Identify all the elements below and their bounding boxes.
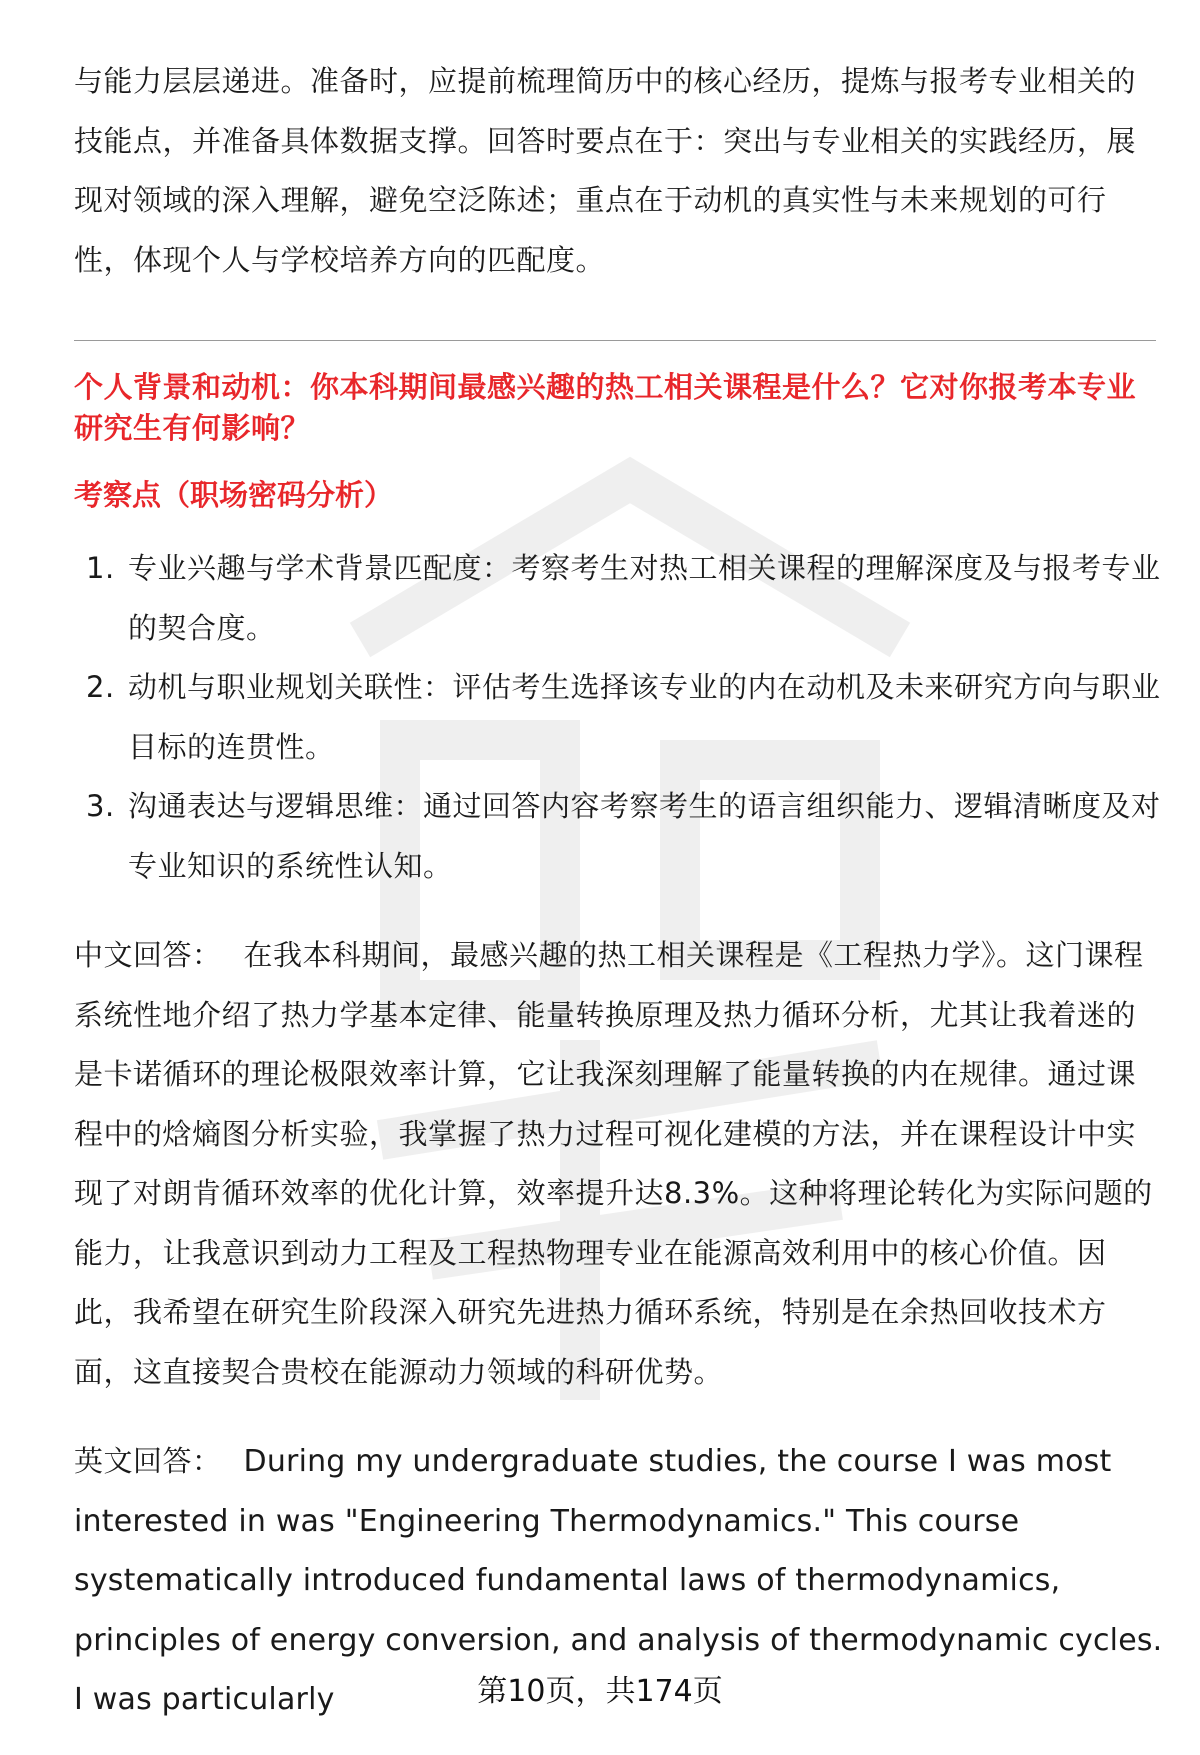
- list-item-text: 沟通表达与逻辑思维：通过回答内容考察考生的语言组织能力、逻辑清晰度及对专业知识的系统性认知。: [128, 789, 1161, 883]
- list-number: 2.: [86, 670, 115, 704]
- list-item: [74, 777, 1164, 896]
- question-title: 个人背景和动机：你本科期间最感兴趣的热工相关课程是什么？它对你报考本专业研究生有何影响？: [74, 370, 1137, 445]
- list-item: [74, 539, 1164, 658]
- list-number: 1.: [86, 551, 115, 585]
- english-answer-label: 英文回答：: [74, 1444, 222, 1478]
- section-divider: [74, 340, 1156, 341]
- list-item: [74, 658, 1164, 777]
- page-footer: 第10页，共174页: [477, 1674, 723, 1709]
- points-heading: 考察点（职场密码分析）: [74, 478, 394, 512]
- chinese-answer-label: 中文回答：: [74, 938, 222, 972]
- list-item-text: 动机与职业规划关联性：评估考生选择该专业的内在动机及未来研究方向与职业目标的连贯性。: [128, 670, 1161, 764]
- chinese-answer-text: 在我本科期间，最感兴趣的热工相关课程是《工程热力学》。这门课程系统性地介绍了热力学基本定律、能量转换原理及热力循环分析，尤其让我着迷的是卡诺循环的理论极限效率计算，它让我深刻理解了能量转换的内在规律。通过课程中的焓熵图分析实验，我掌握了热力过程可视化建模的方法，并在课程设计中实现了对朗肯循环效率的优化计算，效率提升达8.3%。这种将理论转化为实际问题的能力，让我意识到动力工程及工程热物理专业在能源高效利用中的核心价值。因此，我希望在研究生阶段深入研究先进热力循环系统，特别是在余热回收技术方面，这直接契合贵校在能源动力领域的科研优势。: [74, 938, 1153, 1389]
- english-answer-text: During my undergraduate studies, the course I was most interested in was "Engineering Thermodynamics." This course systematically introduced fundamental laws of thermodynamics, principles of energy conversion, and analysis of thermodynamic cycles. I was particularly: [74, 1444, 1163, 1717]
- document-page: [74, 52, 1164, 1730]
- intro-paragraph: 与能力层层递进。准备时，应提前梳理简历中的核心经历，提炼与报考专业相关的技能点，并准备具体数据支撑。回答时要点在于：突出与专业相关的实践经历，展现对领域的深入理解，避免空泛陈述；重点在于动机的真实性与未来规划的可行性，体现个人与学校培养方向的匹配度。: [74, 64, 1137, 277]
- list-number: 3.: [86, 789, 115, 823]
- list-item-text: 专业兴趣与学术背景匹配度：考察考生对热工相关课程的理解深度及与报考专业的契合度。: [128, 551, 1161, 645]
- chinese-answer: [74, 926, 1164, 1402]
- points-list: [74, 539, 1164, 896]
